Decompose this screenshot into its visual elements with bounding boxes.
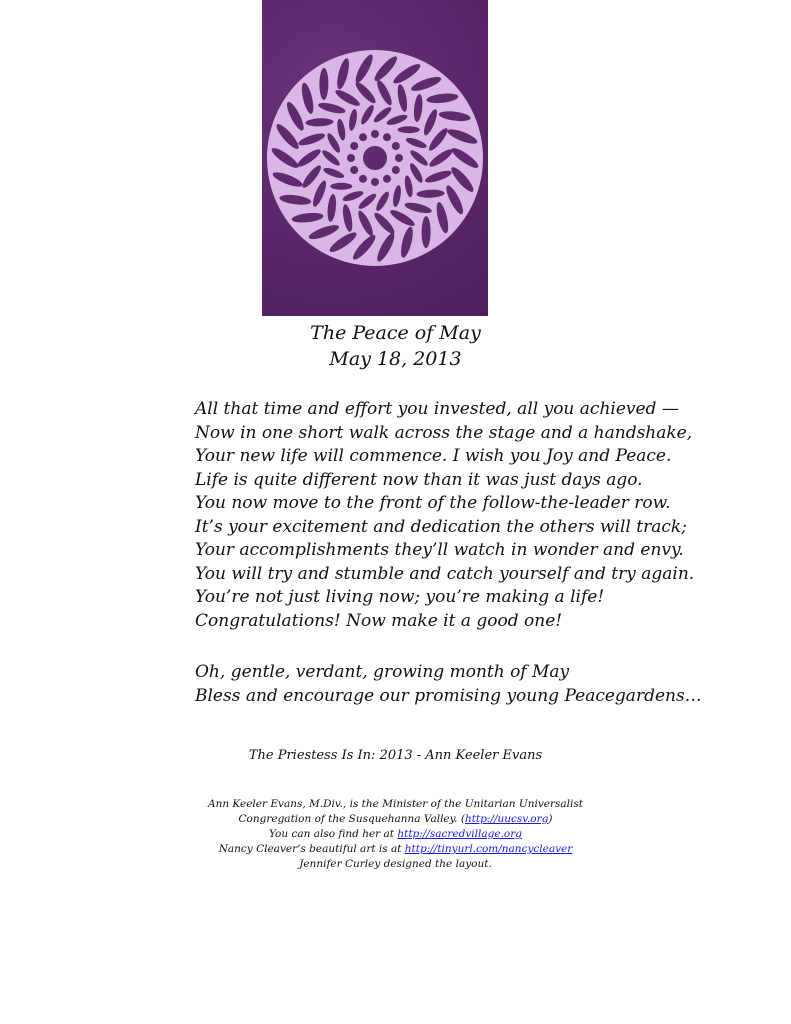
credits-text: Congregation of the Susquehanna Valley. ( xyxy=(238,813,465,825)
poem-line: You’re not just living now; you’re making a life! xyxy=(195,587,605,607)
poem-line: Your new life will commence. I wish you Joy and Peace. xyxy=(195,446,672,466)
attribution: The Priestess Is In: 2013 - Ann Keeler Evans xyxy=(248,748,543,763)
mandala-cutout xyxy=(392,166,400,174)
heading xyxy=(0,320,791,372)
poem-line: Bless and encourage our promising young Peacegardens… xyxy=(195,685,702,706)
mandala-cutout xyxy=(330,183,352,190)
nancycleaver-link[interactable]: http://tinyurl.com/nancycleaver xyxy=(404,843,573,855)
mandala-cutout xyxy=(383,133,391,141)
credits-line: Jennifer Curley designed the layout. xyxy=(299,858,492,870)
credits-text: ) xyxy=(548,813,553,825)
mandala-cutout xyxy=(359,175,367,183)
papercut-mandala-icon xyxy=(262,0,488,316)
poem-line: It’s your excitement and dedication the others will track; xyxy=(195,516,687,537)
credits-line xyxy=(0,842,791,857)
mandala-cutout xyxy=(392,142,400,150)
credits-text: You can also find her at xyxy=(269,828,398,840)
credits-line: Ann Keeler Evans, M.Div., is the Minister of the Unitarian Universalist xyxy=(207,798,583,810)
credits-text: Nancy Cleaver’s beautiful art is at xyxy=(218,843,405,855)
poem-line: Oh, gentle, verdant, growing month of May xyxy=(195,662,570,682)
mandala-cutout xyxy=(398,126,420,133)
poem-line: You now move to the front of the follow-the-leader row. xyxy=(195,493,671,513)
poem-line: Now in one short walk across the stage and a handshake, xyxy=(195,422,693,443)
mandala-cutout xyxy=(350,142,358,150)
mandala-cutout xyxy=(395,154,403,162)
mandala-cutout xyxy=(383,175,391,183)
mandala-center xyxy=(363,146,387,170)
credits-line xyxy=(0,812,791,827)
stanza-1 xyxy=(195,398,755,633)
poem-line: Congratulations! Now make it a good one! xyxy=(195,610,563,631)
poem-line: Your accomplishments they’ll watch in wonder and envy. xyxy=(195,540,684,560)
sacredvillage-link[interactable]: http://sacredvillage.org xyxy=(397,828,522,840)
credits xyxy=(0,797,791,872)
uucsv-link[interactable]: http://uucsv.org xyxy=(464,813,549,825)
mandala-cutout xyxy=(347,154,355,162)
poem-line: You will try and stumble and catch yourself and try again. xyxy=(195,563,695,584)
artwork-panel xyxy=(262,0,488,316)
mandala-cutout xyxy=(359,133,367,141)
poem-date: May 18, 2013 xyxy=(329,348,462,370)
stanza-2 xyxy=(195,661,755,708)
mandala-cutout xyxy=(371,178,379,186)
poem-line: Life is quite different now than it was just days ago. xyxy=(195,469,643,490)
mandala-cutout xyxy=(371,130,379,138)
poem-title: The Peace of May xyxy=(310,322,481,344)
poem-body xyxy=(195,398,755,708)
mandala-cutout xyxy=(350,166,358,174)
credits-line xyxy=(0,827,791,842)
poem-line: All that time and effort you invested, all you achieved — xyxy=(195,399,679,419)
